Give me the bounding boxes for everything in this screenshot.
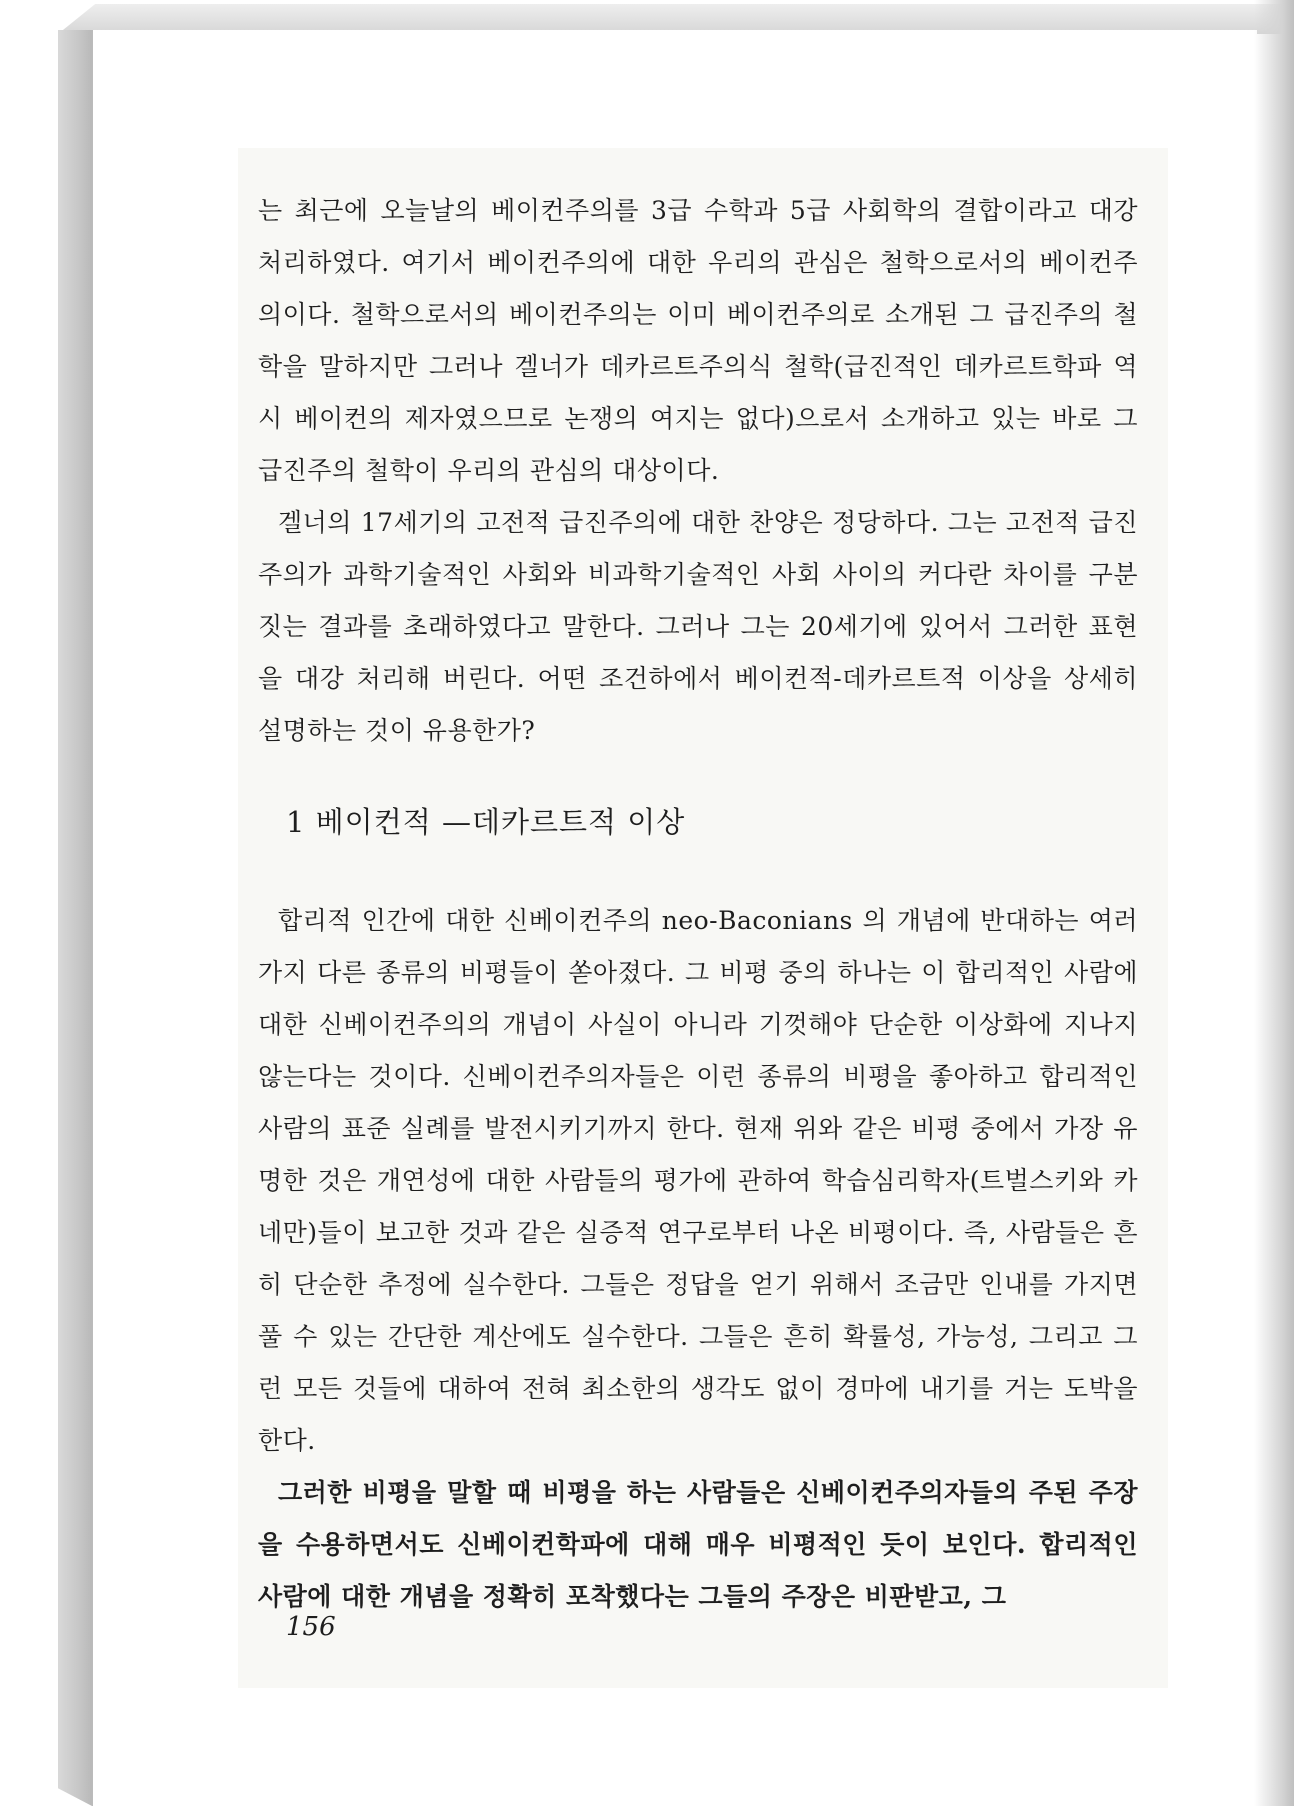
book-spine-edge <box>58 30 92 1806</box>
paragraph-4: 그러한 비평을 말할 때 비평을 하는 사람들은 신베이컨주의자들의 주된 주장을 수용하면서도 신베이컨학파에 대해 매우 비평적인 듯이 보인다. 합리적인 사람에 대한 개념을 정확히 포착했다는 그들의 주장은 비판받고, 그 <box>258 1478 1138 1611</box>
section-heading: 1 베이컨적 —데카르트적 이상 <box>286 805 686 839</box>
body-text-bottom <box>258 895 1138 1623</box>
page-number: 156 <box>286 1612 336 1642</box>
page-right-shadow <box>1254 0 1294 1806</box>
paragraph-1: 는 최근에 오늘날의 베이컨주의를 3급 수학과 5급 사회학의 결합이라고 대강 처리하였다. 여기서 베이컨주의에 대한 우리의 관심은 철학으로서의 베이컨주의이다. 철학으로서의 베이컨주의는 이미 베이컨주의로 소개된 그 급진주의 철학을 말하지만 그러나 겔너가 데카르트주의식 철학(급진적인 데카르트학파 역시 베이컨의 제자였으므로 논쟁의 여지는 없다)으로서 소개하고 있는 바로 그 급진주의 철학이 우리의 관심의 대상이다. <box>258 196 1138 485</box>
body-text-top <box>258 185 1138 757</box>
paragraph-3: 합리적 인간에 대한 신베이컨주의 neo-Baconians 의 개념에 반대하는 여러가지 다른 종류의 비평들이 쏟아졌다. 그 비평 중의 하나는 이 합리적인 사람에 대한 신베이컨주의의 개념이 사실이 아니라 기껏해야 단순한 이상화에 지나지 않는다는 것이다. 신베이컨주의자들은 이런 종류의 비평을 좋아하고 합리적인 사람의 표준 실례를 발전시키기까지 한다. 현재 위와 같은 비평 중에서 가장 유명한 것은 개연성에 대한 사람들의 평가에 관하여 학습심리학자(트벌스키와 카네만)들이 보고한 것과 같은 실증적 연구로부터 나온 비평이다. 즉, 사람들은 흔히 단순한 추정에 실수한다. 그들은 정답을 얻기 위해서 조금만 인내를 가지면 풀 수 있는 간단한 계산에도 실수한다. 그들은 흔히 확률성, 가능성, 그리고 그런 모든 것들에 대하여 전혀 최소한의 생각도 없이 경마에 내기를 거는 도박을 한다. <box>258 906 1138 1455</box>
paragraph-2: 겔너의 17세기의 고전적 급진주의에 대한 찬양은 정당하다. 그는 고전적 급진주의가 과학기술적인 사회와 비과학기술적인 사회 사이의 커다란 차이를 구분짓는 결과를 초래하였다고 말한다. 그러나 그는 20세기에 있어서 그러한 표현을 대강 처리해 버린다. 어떤 조건하에서 베이컨적-데카르트적 이상을 상세히 설명하는 것이 유용한가? <box>258 508 1138 745</box>
